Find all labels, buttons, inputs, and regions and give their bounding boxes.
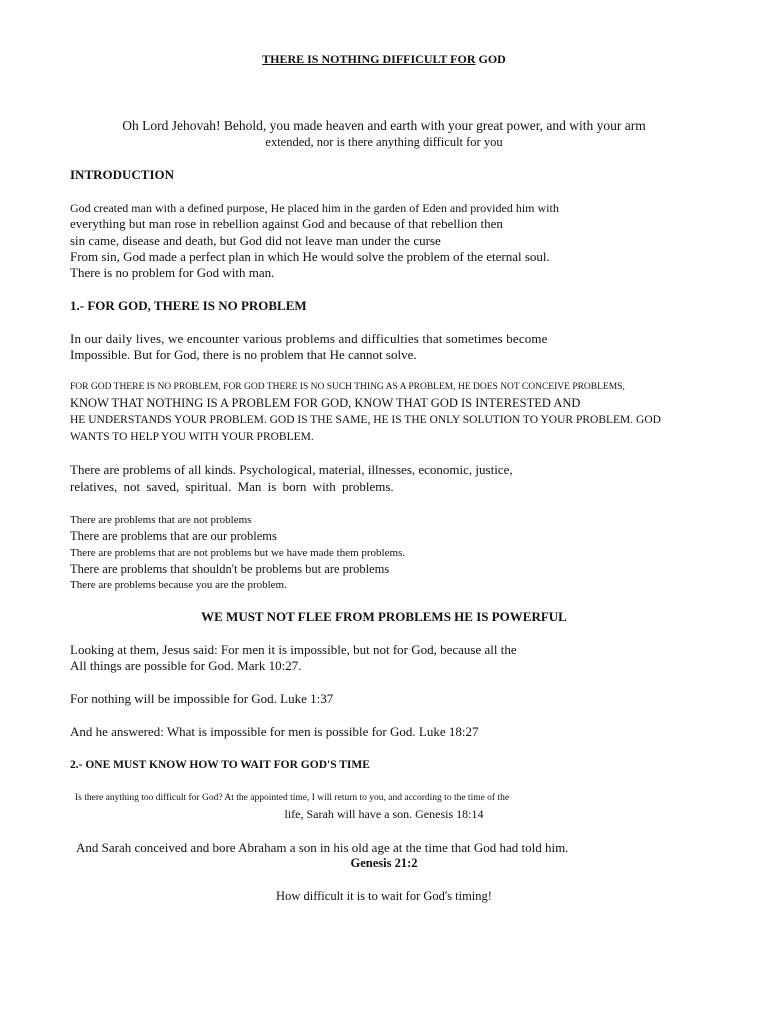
caps-line-1: KNOW THAT NOTHING IS A PROBLEM FOR GOD, KNOW THAT GOD IS INTERESTED AND [70,396,581,410]
verse-mark-line-2: All things are possible for God. Mark 10:27. [70,658,302,673]
caps-line-2: HE UNDERSTANDS YOUR PROBLEM. GOD IS THE SAME, HE IS THE ONLY SOLUTION TO YOUR PROBLEM. GOD [70,414,661,426]
section1-para1-line-2: Impossible. But for God, there is no problem that He cannot solve. [70,347,417,362]
list-item: There are problems because you are the problem. [70,579,287,591]
intro-line-1: God created man with a defined purpose, He placed him in the garden of Eden and provided him with [70,201,559,215]
subheading: WE MUST NOT FLEE FROM PROBLEMS HE IS POWERFUL [201,609,567,624]
epigraph-line-2: extended, nor is there anything difficult for you [265,135,503,149]
introduction-heading: INTRODUCTION [70,167,175,182]
genesis21-reference: Genesis 21:2 [350,856,418,870]
intro-line-5: There is no problem for God with man. [70,265,275,280]
title-rest: GOD [475,52,506,66]
verse-luke-18: And he answered: What is impossible for men is possible for God. Luke 18:27 [70,724,479,739]
intro-line-3: sin came, disease and death, but God did not leave man under the curse [70,233,441,248]
page-title [0,51,768,67]
genesis18-line-1: Is there anything too difficult for God? At the appointed time, I will return to you, and according to the time of the [75,793,510,803]
genesis21-text: And Sarah conceived and bore Abraham a son in his old age at the time that God had told him. [76,840,569,855]
caps-small-line: FOR GOD THERE IS NO PROBLEM, FOR GOD THERE IS NO SUCH THING AS A PROBLEM, HE DOES NOT CONCEIVE PROBLEMS, [70,382,625,392]
epigraph-line-1: Oh Lord Jehovah! Behold, you made heaven and earth with your great power, and with your arm [122,118,646,133]
section1-para2-line-1: There are problems of all kinds. Psychological, material, illnesses, economic, justice, [70,462,513,477]
verse-luke-1: For nothing will be impossible for God. Luke 1:37 [70,691,334,706]
genesis18-line-2: life, Sarah will have a son. Genesis 18:14 [284,807,484,821]
section1-para2-line-2: relatives, not saved, spiritual. Man is born with problems. [70,479,394,494]
closing-line: How difficult it is to wait for God's timing! [276,889,492,903]
list-item: There are problems that are our problems [70,529,277,543]
caps-line-3: WANTS TO HELP YOU WITH YOUR PROBLEM. [70,431,314,443]
section2-heading: 2.- ONE MUST KNOW HOW TO WAIT FOR GOD'S TIME [70,759,370,771]
section1-para1-line-1: In our daily lives, we encounter various problems and difficulties that sometimes become [70,331,548,346]
intro-line-2: everything but man rose in rebellion against God and because of that rebellion then [70,216,503,231]
list-item: There are problems that are not problems [70,514,252,526]
list-item: There are problems that are not problems but we have made them problems. [70,547,406,559]
list-item: There are problems that shouldn't be problems but are problems [70,562,390,576]
title-underlined: THERE IS NOTHING DIFFICULT FOR [262,52,476,66]
verse-mark-line-1: Looking at them, Jesus said: For men it is impossible, but not for God, because all the [70,642,517,657]
intro-line-4: From sin, God made a perfect plan in which He would solve the problem of the eternal soul. [70,249,550,264]
section1-heading: 1.- FOR GOD, THERE IS NO PROBLEM [70,298,307,313]
